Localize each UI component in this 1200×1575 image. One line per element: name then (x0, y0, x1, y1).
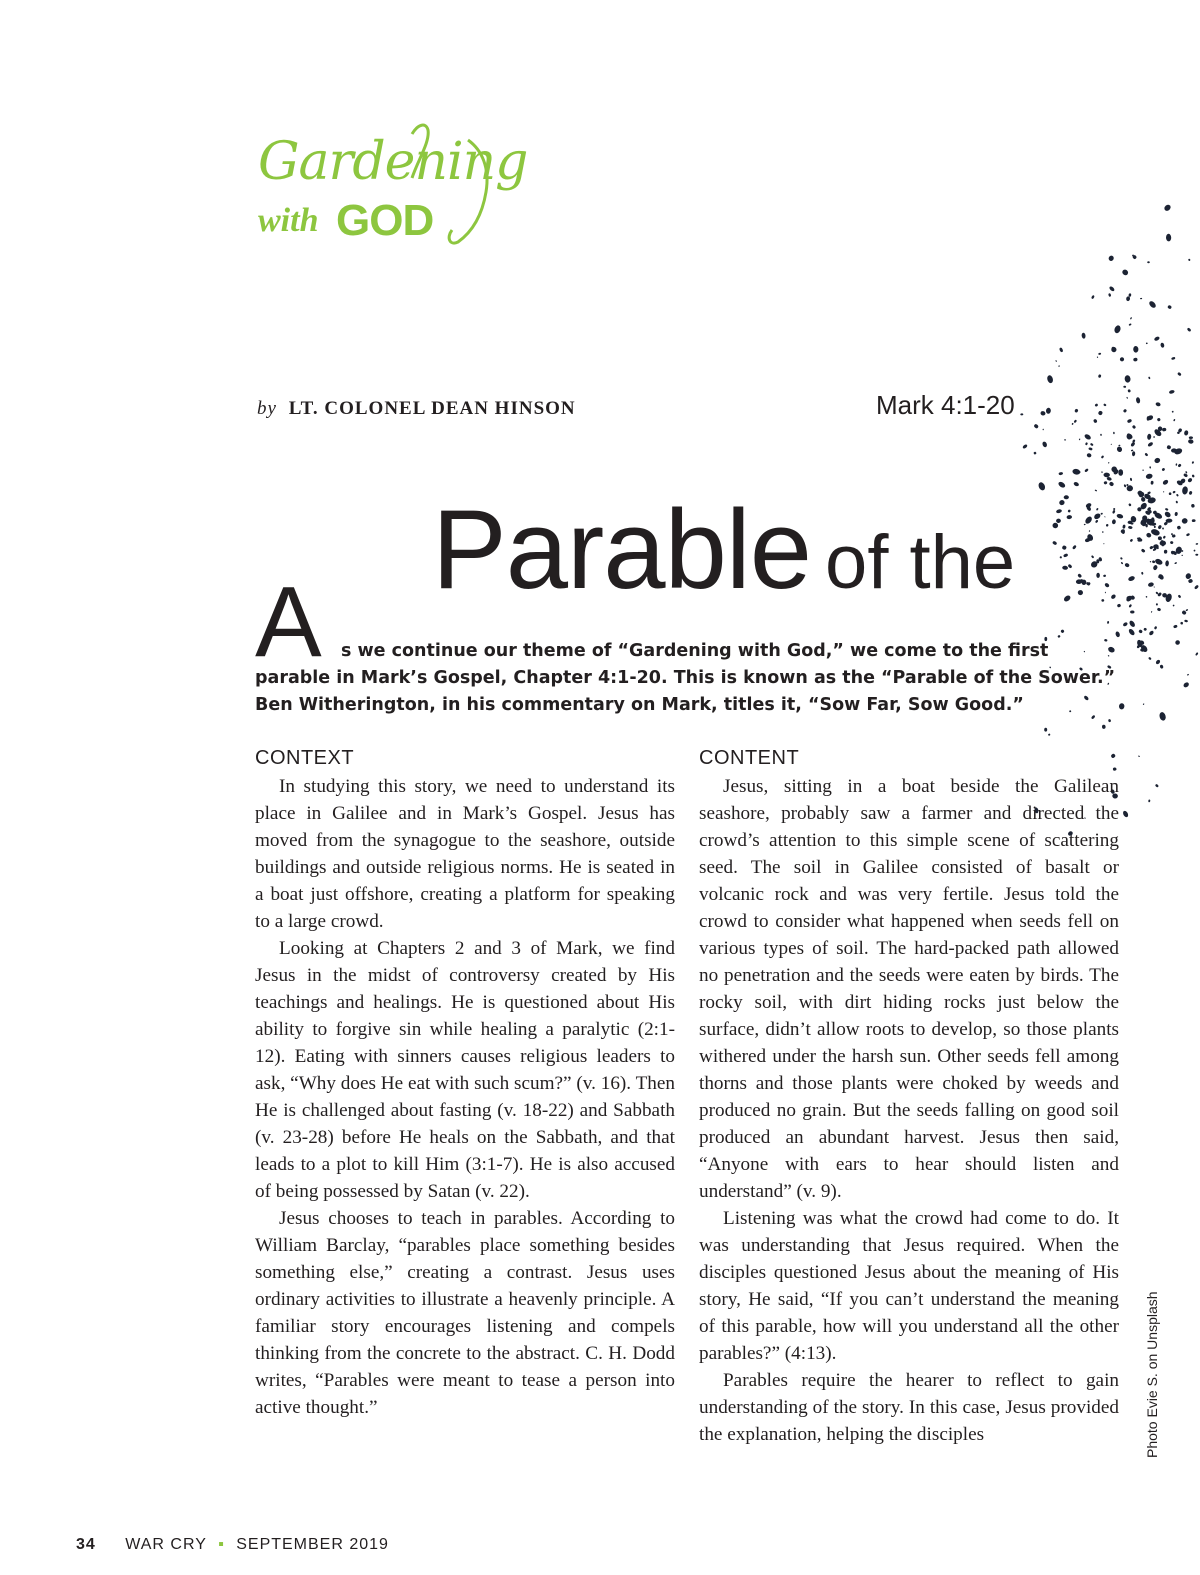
seed-speck (1145, 596, 1147, 598)
seed-speck (1133, 358, 1138, 362)
seed-speck (1160, 342, 1165, 348)
seed-speck (1156, 603, 1158, 605)
seed-speck (1148, 799, 1150, 802)
drop-cap: A (255, 566, 322, 678)
seed-speck (1143, 627, 1147, 631)
seed-speck (1079, 438, 1081, 440)
body-paragraph: Parables require the hearer to reflect to gain understanding of the story. In this case, Jesus provided the explanation, helping the disciples (699, 1370, 1119, 1445)
seed-speck (1084, 468, 1089, 473)
seed-speck (1150, 561, 1152, 563)
seed-speck (1046, 408, 1051, 414)
seed-speck (1157, 607, 1161, 611)
seed-speck (1022, 444, 1028, 450)
seed-speck (1077, 573, 1082, 578)
seed-speck (1108, 293, 1111, 297)
seed-speck (1164, 511, 1172, 519)
seed-speck (1128, 628, 1136, 636)
seed-speck (1188, 578, 1193, 583)
seed-speck (1131, 449, 1134, 451)
seed-speck (1058, 472, 1063, 476)
seed-speck (1067, 509, 1070, 513)
seed-speck (1109, 481, 1115, 487)
seed-speck (1148, 657, 1152, 661)
seed-speck (1126, 433, 1133, 440)
seed-speck (1116, 446, 1123, 453)
headline-main: Parable (432, 487, 812, 612)
seed-speck (1130, 317, 1132, 320)
seed-speck (1172, 411, 1174, 413)
seed-speck (1160, 664, 1164, 669)
seed-speck (1071, 423, 1073, 426)
seed-speck (1098, 353, 1101, 355)
seed-speck (1064, 439, 1066, 440)
seed-speck (1093, 419, 1098, 424)
seed-speck (1115, 631, 1121, 638)
seed-speck (1088, 447, 1093, 451)
seed-speck (1177, 372, 1182, 377)
seed-speck (1181, 555, 1182, 556)
seed-speck (1149, 545, 1154, 549)
seed-speck (1126, 397, 1128, 399)
seed-speck (1081, 332, 1086, 338)
seed-speck (1128, 293, 1131, 297)
seed-speck (1085, 442, 1088, 445)
seed-speck (1138, 755, 1140, 757)
seed-speck (1150, 481, 1153, 485)
seed-speck (1154, 526, 1156, 528)
seed-speck (1132, 425, 1137, 430)
seed-speck (1162, 479, 1169, 486)
seed-speck (1060, 629, 1065, 634)
seed-speck (1188, 439, 1194, 444)
seed-speck (1130, 610, 1134, 613)
seed-speck (1154, 336, 1161, 342)
seed-speck (1042, 429, 1044, 431)
seed-speck (1163, 535, 1166, 539)
seed-speck (1096, 573, 1100, 578)
footer-separator: ▪ (218, 1536, 225, 1553)
seed-speck (1062, 566, 1068, 570)
seed-speck (1142, 469, 1144, 471)
page-number: 34 (76, 1536, 96, 1553)
seed-speck (1195, 652, 1199, 656)
seed-speck (1094, 403, 1098, 407)
seed-speck (1123, 386, 1126, 388)
seed-speck (1128, 503, 1132, 507)
body-paragraph: In studying this story, we need to understand its place in Galilee and in Mark’s Gospel. Jesus has moved from the synagogue to the seashore, outside buildings and outside religious norms. He is seated in a boat just offshore, creating a platform for speaking to a large crowd. (255, 776, 675, 932)
seed-speck (1150, 528, 1160, 537)
body-paragraph: Jesus, sitting in a boat beside the Galilean seashore, probably saw a farmer and directed the crowd’s attention to this simple scene of scattering seed. The soil in Galilee consisted of basalt or volcanic rock and was very fertile. Jesus told the crowd to consider what happened when seeds fell on various types of soil. The hard-packed path allowed no penetration and the seeds were eaten by birds. The rocky soil, with dirt hiding rocks just below the surface, didn’t allow roots to develop, so those plants withered under the harsh sun. Other seeds fell among thorns and those plants were choked by weeds and produced no grain. But the seeds falling on good soil produced an abundant harvest. Jesus then said, “Anyone with ears to hear should listen and understand” (v. 9). (699, 776, 1119, 1202)
seed-speck (1147, 441, 1154, 447)
seed-speck (1155, 402, 1161, 407)
seed-speck (1159, 711, 1167, 721)
seed-speck (1153, 586, 1154, 588)
seed-speck (1167, 305, 1172, 310)
seed-speck (1175, 463, 1177, 466)
seed-speck (1169, 390, 1175, 395)
seed-speck (1095, 519, 1099, 523)
seed-speck (1164, 550, 1168, 554)
seed-speck (1089, 530, 1091, 532)
seed-speck (1127, 419, 1133, 424)
seed-speck (1189, 491, 1193, 496)
logo-gardening-text: Gardening (258, 132, 528, 192)
byline-prefix: by (257, 398, 277, 419)
seed-speck (1177, 463, 1181, 467)
seed-speck (1084, 524, 1086, 526)
seed-speck (1113, 325, 1121, 335)
seed-speck (1122, 524, 1126, 528)
seed-speck (1148, 582, 1155, 588)
seed-speck (1173, 624, 1178, 628)
seed-speck (1191, 461, 1194, 464)
seed-speck (1119, 356, 1125, 362)
seed-speck (1128, 323, 1131, 326)
seed-speck (1165, 560, 1169, 566)
seed-speck (1161, 468, 1165, 472)
byline (257, 398, 576, 420)
seed-speck (1163, 204, 1172, 213)
seed-speck (1155, 784, 1159, 788)
seed-speck (1097, 356, 1099, 358)
issue-date: SEPTEMBER 2019 (236, 1536, 389, 1553)
seed-speck (1048, 733, 1051, 736)
seed-speck (1073, 481, 1080, 487)
seed-speck (1057, 481, 1066, 489)
context-heading: CONTEXT (255, 747, 355, 769)
intro-paragraph: s we continue our theme of “Gardening with God,” we come to the first parable in Mark’s Gospel, Chapter 4:1-20. This is known as the “Parable of the Sower.” Ben Witherington, in his commentary on Mark, titles it, “Sow Far, Sow Good.” (255, 641, 1116, 715)
seed-speck (1103, 574, 1106, 577)
seed-speck (1113, 508, 1116, 511)
seed-speck (1165, 508, 1169, 511)
seed-speck (1112, 510, 1116, 514)
seed-speck (1132, 451, 1136, 456)
seed-speck (1152, 560, 1156, 564)
seed-speck (1109, 286, 1116, 293)
seed-speck (1084, 433, 1092, 440)
seed-speck (1147, 434, 1152, 440)
seed-speck (1086, 453, 1091, 458)
seed-speck (1108, 719, 1111, 722)
seed-speck (1103, 403, 1107, 406)
seed-speck (1124, 562, 1130, 567)
seed-speck (1133, 346, 1139, 353)
seed-speck (1124, 484, 1127, 488)
seed-speck (1072, 545, 1077, 550)
seed-speck (1086, 582, 1091, 586)
content-column (699, 746, 1119, 1448)
seed-speck (1181, 517, 1188, 524)
seed-speck (1191, 504, 1195, 508)
article-headline (432, 487, 1016, 612)
seed-speck (1157, 525, 1162, 530)
seed-speck (1093, 512, 1101, 520)
seed-speck (1121, 562, 1124, 565)
seed-speck (1044, 728, 1047, 732)
seed-speck (1056, 509, 1063, 514)
seed-speck (1145, 473, 1153, 480)
seed-speck (1166, 234, 1171, 242)
byline-author: LT. COLONEL DEAN HINSON (288, 398, 576, 419)
seed-speck (1195, 554, 1198, 556)
seed-speck (1042, 441, 1048, 448)
seed-speck (1149, 466, 1151, 469)
seed-speck (1073, 419, 1077, 423)
seed-speck (1102, 725, 1106, 729)
seed-speck (1104, 582, 1110, 588)
seed-speck (1177, 525, 1182, 530)
seed-speck (1175, 500, 1178, 503)
seed-speck (1104, 516, 1106, 518)
seed-speck (1108, 255, 1115, 262)
seed-speck (1151, 611, 1153, 613)
seed-speck (1020, 413, 1023, 415)
seed-speck (1117, 603, 1122, 607)
seed-speck (1033, 451, 1037, 455)
seed-speck (1185, 609, 1188, 612)
seed-speck (1172, 490, 1176, 493)
seed-speck (1183, 473, 1188, 478)
seed-speck (1128, 604, 1132, 608)
seed-speck (1101, 599, 1104, 602)
seed-speck (1112, 519, 1116, 524)
seed-speck (1100, 513, 1103, 515)
seed-speck (1084, 515, 1093, 525)
seed-speck (1154, 457, 1161, 464)
seed-speck (1184, 430, 1189, 436)
seed-speck (1187, 477, 1193, 483)
seed-speck (1107, 621, 1109, 624)
seed-speck (1122, 622, 1128, 627)
logo-god-text: GOD (336, 196, 434, 245)
content-heading: CONTENT (699, 747, 800, 769)
seed-speck (1113, 432, 1115, 435)
seed-speck (1155, 659, 1161, 665)
seed-speck (1128, 526, 1133, 530)
seed-speck (1172, 604, 1174, 606)
seed-speck (1052, 522, 1059, 528)
seed-speck (1176, 494, 1179, 497)
seed-speck (1138, 629, 1143, 633)
seed-speck (1184, 619, 1188, 622)
seed-speck (1195, 543, 1198, 545)
seed-speck (1189, 436, 1193, 439)
seed-speck (1124, 375, 1131, 383)
seed-speck (1158, 536, 1162, 540)
seed-speck (1171, 357, 1176, 361)
seed-speck (1174, 512, 1178, 516)
seed-speck (1140, 298, 1142, 299)
seed-speck (1187, 327, 1192, 332)
seed-speck (1118, 469, 1123, 476)
seed-speck (1121, 268, 1129, 276)
seed-speck (1055, 360, 1057, 362)
seed-speck (1185, 471, 1188, 474)
seed-speck (1148, 630, 1154, 636)
gardening-with-god-logo (250, 120, 528, 260)
seed-speck (1194, 584, 1199, 589)
seed-speck (1162, 527, 1164, 529)
seed-speck (1091, 295, 1095, 299)
seed-speck (1103, 543, 1104, 544)
seed-speck (1128, 389, 1131, 392)
seed-speck (1101, 471, 1103, 473)
seed-speck (1162, 428, 1167, 432)
seed-speck (1110, 346, 1117, 353)
headline-rest: of the (825, 520, 1016, 605)
seed-speck (1116, 513, 1124, 519)
seed-speck (1103, 472, 1110, 477)
seed-speck (1146, 342, 1148, 344)
seed-speck (1148, 300, 1157, 309)
seed-speck (1066, 515, 1072, 520)
seed-speck (1056, 518, 1061, 523)
seed-speck (1192, 519, 1196, 522)
seed-speck (1193, 549, 1195, 551)
seed-speck (1166, 445, 1171, 450)
seed-speck (1182, 486, 1189, 495)
seed-speck (1101, 455, 1105, 459)
seed-speck (1144, 453, 1148, 457)
seed-speck (1188, 258, 1191, 261)
seed-speck (1185, 573, 1192, 580)
seed-speck (1096, 508, 1099, 511)
seed-speck (1148, 376, 1151, 379)
body-paragraph: Jesus chooses to teach in parables. According to William Barclay, “parables place something besides something else,” creating a contrast. Jesus uses ordinary activities to illustrate a heavenly principle. A familiar story encourages listening and compels thinking from the concrete to the abstract. C. H. Dodd writes, “Parables were meant to tease a person into active thought.” (255, 1208, 675, 1418)
seed-speck (1110, 594, 1116, 600)
seed-speck (1143, 703, 1145, 705)
seed-speck (1157, 418, 1161, 422)
seed-speck (1046, 375, 1054, 384)
seed-speck (1063, 553, 1068, 558)
photo-credit: Photo Evie S. on Unsplash (1144, 1291, 1160, 1458)
seed-speck (1111, 444, 1113, 445)
seed-speck (1147, 261, 1150, 263)
seed-speck (1063, 594, 1072, 602)
seed-speck (1128, 575, 1136, 582)
seed-speck (1103, 481, 1107, 485)
seed-speck (1074, 408, 1078, 413)
page-footer (76, 1536, 389, 1554)
seed-speck (1141, 548, 1146, 553)
seed-speck (1095, 489, 1098, 491)
logo-with-text: with (258, 202, 319, 239)
seed-speck (1098, 410, 1104, 416)
seed-speck (1154, 626, 1157, 630)
seed-speck (1126, 296, 1131, 301)
seed-speck (1123, 409, 1127, 414)
seed-speck (1040, 410, 1046, 416)
seed-speck (1058, 365, 1060, 367)
seed-speck (1059, 347, 1064, 352)
seed-speck (1170, 541, 1174, 545)
seed-speck (1154, 558, 1163, 566)
context-column (255, 746, 675, 1421)
seed-speck (1178, 594, 1182, 598)
seed-speck (1130, 478, 1133, 481)
seed-speck (1102, 531, 1104, 533)
seed-speck (1180, 622, 1183, 625)
seed-speck (1122, 810, 1129, 818)
seed-speck (1058, 499, 1065, 506)
publication-name: WAR CRY (125, 1536, 207, 1553)
seed-speck (1098, 374, 1101, 378)
seed-speck (1052, 540, 1057, 545)
body-paragraph: Looking at Chapters 2 and 3 of Mark, we find Jesus in the midst of controversy created by His teachings and healings. He is questioned about His ability to forgive sin while healing a paralytic (2:1-12). Eating with sinners causes religious leaders to ask, “Why does He eat with such scum?” (v. 16). Then He is challenged about fasting (v. 18-22) and Sabbath (v. 23-28) before He heals on the Sabbath, and that leads to a plot to kill Him (3:1-7). He is also accused of being possessed by Satan (v. 22). (255, 938, 675, 1202)
seed-speck (1187, 674, 1189, 676)
seed-speck (1136, 397, 1141, 404)
seed-speck (1033, 423, 1039, 429)
seed-speck (1173, 419, 1176, 422)
seed-speck (1183, 681, 1190, 688)
seed-speck (1037, 481, 1046, 491)
scripture-reference: Mark 4:1-20 (876, 390, 1015, 420)
seed-speck (1062, 545, 1067, 550)
seed-speck (1077, 590, 1083, 596)
body-paragraph: Listening was what the crowd had come to do. It was understanding that Jesus required. When the disciples questioned Jesus about the meaning of His story, He said, “If you can’t understand the meaning of this parable, how will you understand all the other parables?” (4:13). (699, 1208, 1119, 1364)
seed-speck (1174, 562, 1177, 565)
seed-speck (1118, 445, 1120, 447)
seed-speck (1106, 524, 1109, 527)
seed-speck (1129, 538, 1133, 542)
seed-speck (1091, 555, 1094, 559)
seed-speck (1186, 533, 1190, 537)
seed-speck (1153, 436, 1155, 438)
seed-speck (1105, 592, 1107, 594)
seed-speck (1192, 474, 1195, 477)
seed-speck (1108, 462, 1110, 464)
seed-speck (1100, 434, 1102, 436)
seed-speck (1067, 564, 1072, 569)
seed-speck (1169, 492, 1172, 495)
seed-speck (1120, 557, 1123, 560)
seed-speck (1175, 640, 1181, 646)
seed-speck (1141, 572, 1144, 575)
seed-speck (1128, 620, 1136, 628)
seed-speck (1146, 532, 1153, 538)
seed-speck (1090, 443, 1094, 447)
seed-speck (1163, 491, 1164, 492)
seed-speck (1060, 556, 1063, 559)
